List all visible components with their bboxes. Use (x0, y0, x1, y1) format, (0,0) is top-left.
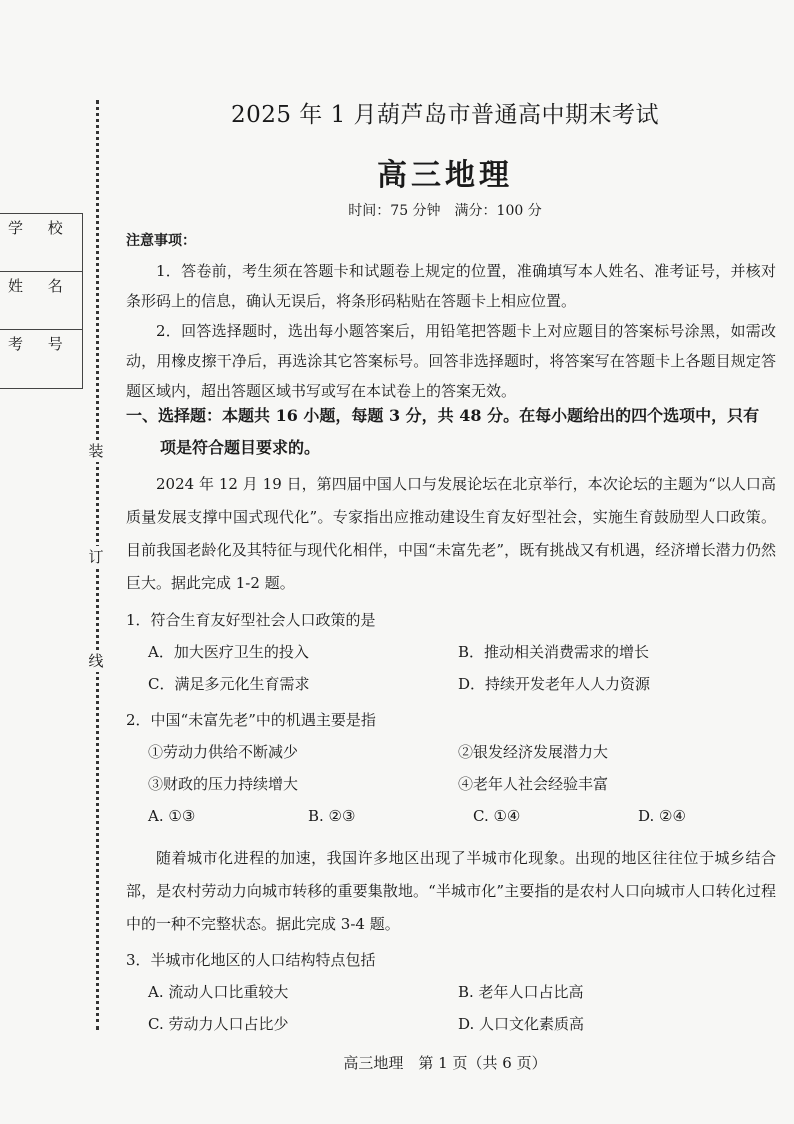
material-2-text: 随着城市化进程的加速，我国许多地区出现了半城市化现象。出现的地区往往位于城乡结合部，是农村劳动力向城市转移的重要集散地。“半城市化”主要指的是农村人口向城市人口转化过程中的一种不完整状态。据此完成 3-4 题。 (126, 849, 776, 933)
question-1-option-c: C．满足多元化生育需求 (148, 675, 310, 693)
section-heading-line2: 项是符合题目要求的。 (160, 438, 321, 457)
question-1 (126, 604, 776, 700)
notice-heading: 注意事项： (126, 233, 196, 249)
question-2-items (126, 736, 776, 800)
question-2-option-a: A. ①③ (148, 807, 196, 825)
section-heading-line1: 一、选择题：本题共 16 小题，每题 3 分，共 48 分。在每小题给出的四个选项中，只有 (126, 406, 760, 425)
question-3-options (126, 976, 776, 1040)
question-2-options (126, 800, 776, 832)
question-3-stem: 3．半城市化地区的人口结构特点包括 (126, 951, 376, 969)
question-2-option-c: C. ①④ (473, 807, 521, 825)
question-1-options (126, 636, 776, 700)
material-1-text: 2024 年 12 月 19 日，第四届中国人口与发展论坛在北京举行，本次论坛的主题为“以人口高质量发展支撑中国式现代化”。专家指出应推动建设生育友好型社会，实施生育鼓励型人口政策。目前我国老龄化及其特征与现代化相伴，中国“未富先老”，既有挑战又有机遇，经济增长潜力仍然巨大。据此完成 1-2 题。 (126, 475, 776, 592)
material-1 (126, 468, 776, 600)
question-2-option-d: D. ②④ (638, 807, 686, 825)
notice-item-2: 2．回答选择题时，选出每小题答案后，用铅笔把答题卡上对应题目的答案标号涂黑，如需改动，用橡皮擦干净后，再选涂其它答案标号。回答非选择题时，将答案写在答题卡上各题目规定答题区域内，超出答题区域书写或写在本试卷上的答案无效。 (126, 322, 776, 400)
question-2-item-2: ②银发经济发展潜力大 (458, 743, 609, 761)
subject-title: 高三地理 (377, 158, 513, 193)
question-1-option-a: A．加大医疗卫生的投入 (148, 643, 309, 661)
binding-mark-zhuang: 装 (82, 440, 110, 462)
material-2 (126, 842, 776, 941)
notice-section (126, 226, 776, 406)
question-2 (126, 704, 776, 832)
question-1-option-b: B．推动相关消费需求的增长 (458, 643, 650, 661)
page-footer: 高三地理 第 1 页（共 6 页） (343, 1054, 547, 1072)
exam-title: 2025 年 1 月葫芦岛市普通高中期末考试 (230, 102, 660, 128)
school-field-label: 学 校 (0, 214, 82, 272)
binding-mark-xian: 线 (82, 650, 110, 672)
question-2-item-4: ④老年人社会经验丰富 (458, 775, 609, 793)
question-3-option-d: D. 人口文化素质高 (458, 1015, 585, 1033)
question-2-item-1: ①劳动力供给不断减少 (148, 743, 299, 761)
question-3 (126, 944, 776, 1040)
binding-mark-ding: 订 (82, 546, 110, 568)
notice-item-1: 1．答卷前，考生须在答题卡和试题卷上规定的位置，准确填写本人姓名、准考证号，并核对条形码上的信息，确认无误后，将条形码粘贴在答题卡上相应位置。 (126, 262, 776, 310)
question-2-option-b: B. ②③ (308, 807, 356, 825)
question-3-option-b: B. 老年人口占比高 (458, 983, 584, 1001)
question-2-item-3: ③财政的压力持续增大 (148, 775, 299, 793)
name-field-label: 姓 名 (0, 272, 82, 330)
exam-number-field-label: 考 号 (8, 335, 73, 353)
student-info-box (0, 213, 83, 389)
question-3-option-c: C. 劳动力人口占比少 (148, 1015, 289, 1033)
question-1-stem: 1．符合生育友好型社会人口政策的是 (126, 611, 376, 629)
question-1-option-d: D．持续开发老年人人力资源 (458, 675, 651, 693)
question-3-option-a: A. 流动人口比重较大 (148, 983, 289, 1001)
section-heading (126, 400, 786, 464)
question-2-stem: 2．中国“未富先老”中的机遇主要是指 (126, 711, 376, 729)
time-score-info: 时间：75 分钟 满分：100 分 (348, 203, 542, 219)
